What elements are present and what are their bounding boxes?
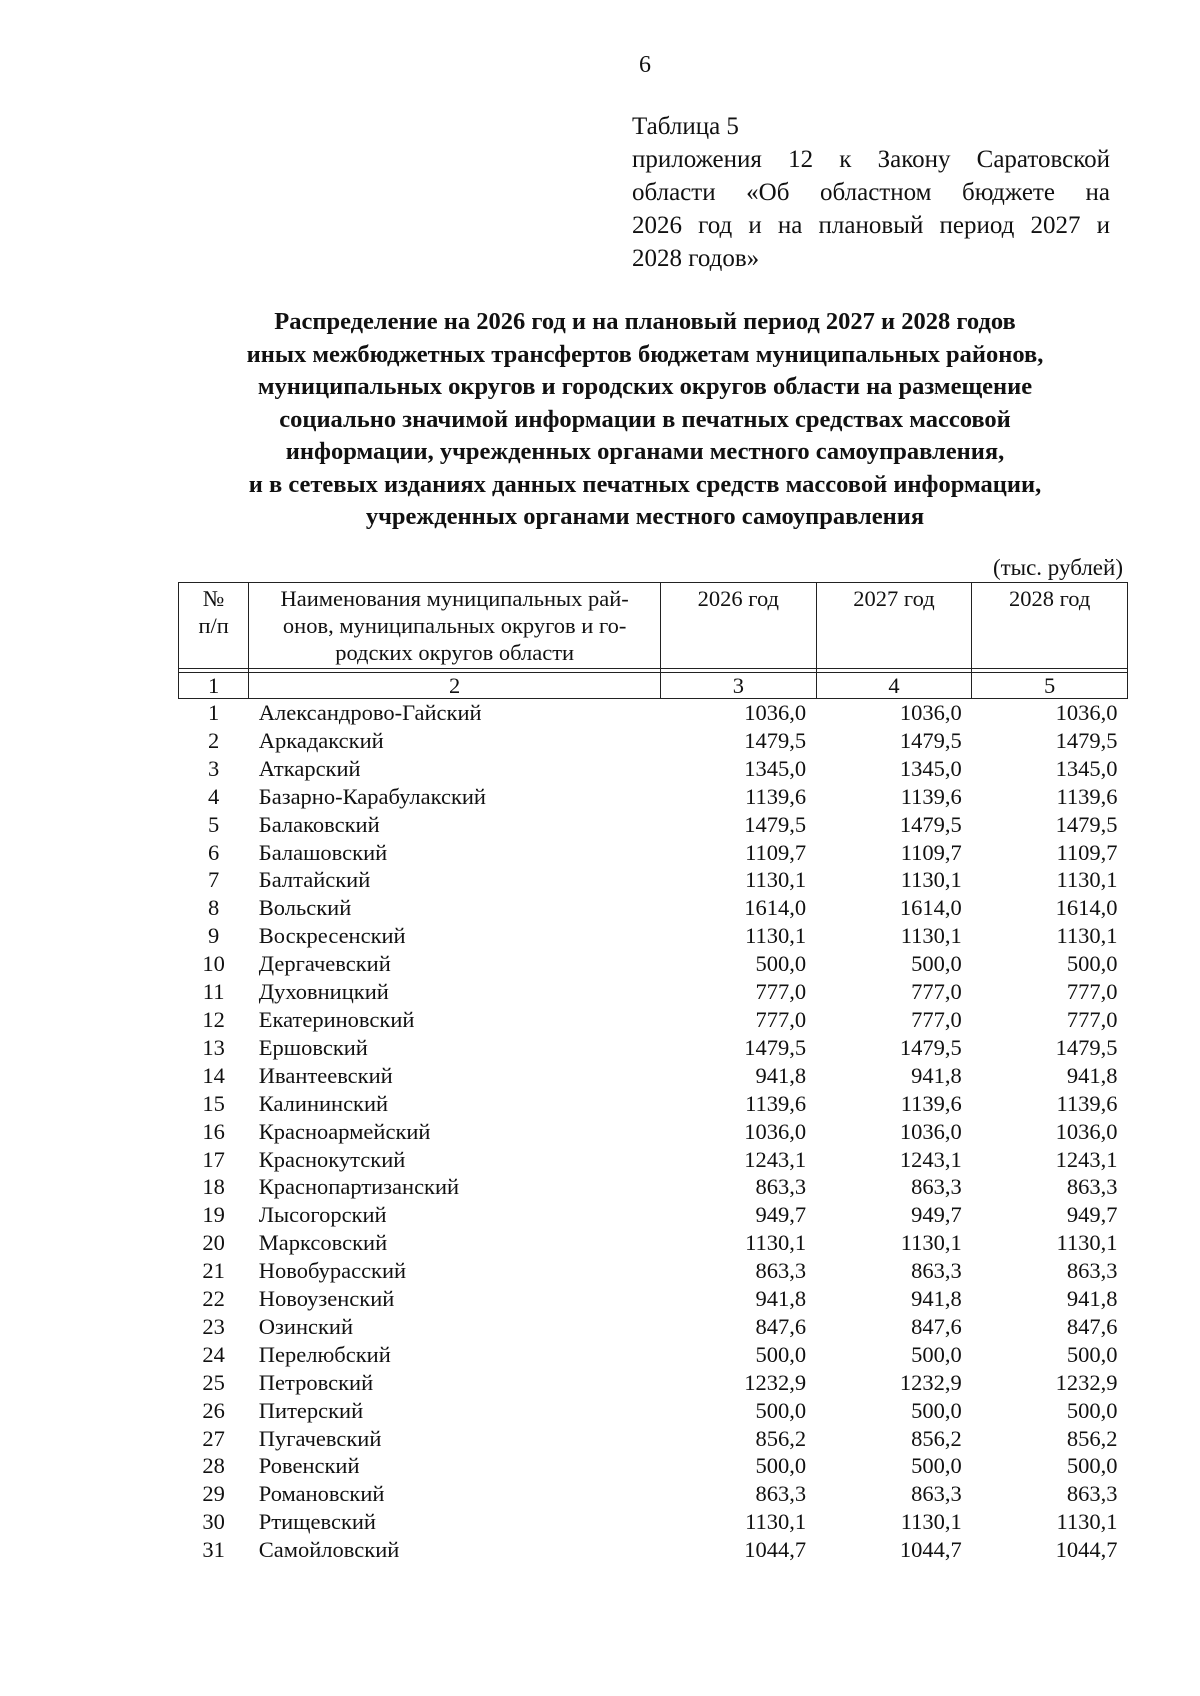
table-row bbox=[179, 1229, 1128, 1257]
title-line: и в сетевых изданиях данных печатных средств массовой информации, bbox=[248, 470, 1042, 498]
value-2028: 777,0 bbox=[1066, 979, 1118, 1005]
column-number: 5 bbox=[972, 673, 1128, 699]
value-2027: 1130,1 bbox=[900, 867, 962, 893]
title-line: Распределение на 2026 год и на плановый период 2027 и 2028 годов bbox=[274, 308, 1016, 335]
title-line: иных межбюджетных трансфертов бюджетам муниципальных районов, bbox=[246, 340, 1044, 368]
value-2027: 1130,1 bbox=[900, 1230, 962, 1256]
value-2027: 1036,0 bbox=[899, 1118, 962, 1144]
value-2026: 863,3 bbox=[755, 1258, 807, 1284]
table-row bbox=[179, 866, 1128, 894]
value-2027: 500,0 bbox=[911, 1341, 962, 1367]
value-2027: 777,0 bbox=[911, 1006, 962, 1032]
table-row bbox=[179, 783, 1128, 811]
table-row bbox=[179, 727, 1128, 755]
row-number: 28 bbox=[202, 1453, 225, 1479]
appendix-line: 2026 год и на плановый период 2027 и bbox=[632, 212, 1110, 239]
row-number: 15 bbox=[202, 1090, 225, 1116]
value-2028: 500,0 bbox=[1066, 1397, 1118, 1423]
value-2027: 1044,7 bbox=[899, 1537, 962, 1563]
municipality-name: Пугачевский bbox=[258, 1425, 382, 1451]
municipality-name: Лысогорский bbox=[258, 1202, 387, 1228]
row-number: 29 bbox=[202, 1481, 225, 1507]
value-2027: 863,3 bbox=[911, 1481, 962, 1507]
row-number: 19 bbox=[202, 1202, 225, 1228]
table-row bbox=[179, 1425, 1128, 1453]
value-2028: 941,8 bbox=[1066, 1062, 1118, 1088]
value-2028: 1345,0 bbox=[1055, 755, 1118, 781]
value-2026: 1479,5 bbox=[744, 811, 807, 837]
value-2028: 1139,6 bbox=[1056, 1090, 1118, 1116]
value-2028: 949,7 bbox=[1066, 1202, 1118, 1228]
row-number: 12 bbox=[202, 1006, 225, 1032]
value-2026: 500,0 bbox=[755, 1453, 807, 1479]
municipality-name: Духовницкий bbox=[258, 979, 389, 1005]
row-number: 2 bbox=[208, 727, 220, 753]
value-2028: 500,0 bbox=[1066, 1341, 1118, 1367]
municipality-name: Калининский bbox=[258, 1090, 389, 1116]
value-2026: 500,0 bbox=[755, 1341, 807, 1367]
header-number: № п/п bbox=[179, 583, 249, 669]
table-row bbox=[179, 1369, 1128, 1397]
page-number: 6 bbox=[639, 52, 651, 78]
row-number: 27 bbox=[202, 1425, 225, 1451]
row-number: 3 bbox=[208, 755, 220, 781]
municipality-name: Балашовский bbox=[258, 839, 388, 865]
value-2026: 1130,1 bbox=[745, 867, 807, 893]
table-row bbox=[179, 1090, 1128, 1118]
value-2027: 500,0 bbox=[911, 951, 962, 977]
municipality-name: Озинский bbox=[258, 1313, 353, 1339]
row-number: 31 bbox=[202, 1537, 225, 1563]
header-2026: 2026 год bbox=[661, 583, 817, 669]
municipality-name: Вольский bbox=[258, 895, 352, 921]
appendix-line: Таблица 5 bbox=[632, 113, 739, 140]
column-number-row bbox=[179, 673, 1128, 699]
value-2027: 1130,1 bbox=[900, 923, 962, 949]
allocation-table bbox=[178, 582, 1128, 1564]
value-2026: 1130,1 bbox=[745, 1509, 807, 1535]
municipality-name: Марксовский bbox=[258, 1230, 388, 1256]
row-number: 14 bbox=[202, 1062, 225, 1088]
value-2027: 1479,5 bbox=[899, 1034, 962, 1060]
title-line: социально значимой информации в печатных средствах массовой bbox=[279, 405, 1011, 433]
value-2027: 500,0 bbox=[911, 1397, 962, 1423]
table-row bbox=[179, 1201, 1128, 1229]
row-number: 16 bbox=[202, 1118, 225, 1144]
value-2027: 941,8 bbox=[911, 1062, 962, 1088]
municipality-name: Аркадакский bbox=[258, 727, 384, 753]
municipality-name: Балтайский bbox=[258, 867, 371, 893]
table-row bbox=[179, 1397, 1128, 1425]
value-2026: 1479,5 bbox=[744, 1034, 807, 1060]
row-number: 6 bbox=[208, 839, 220, 865]
value-2028: 1130,1 bbox=[1056, 923, 1118, 949]
table-row bbox=[179, 1034, 1128, 1062]
value-2028: 1130,1 bbox=[1056, 1230, 1118, 1256]
value-2026: 1345,0 bbox=[744, 755, 807, 781]
value-2027: 500,0 bbox=[911, 1453, 962, 1479]
header-2027: 2027 год bbox=[816, 583, 972, 669]
column-number: 3 bbox=[661, 673, 817, 699]
value-2028: 1036,0 bbox=[1055, 1118, 1118, 1144]
table-row bbox=[179, 1173, 1128, 1201]
municipality-name: Воскресенский bbox=[258, 923, 406, 949]
value-2026: 1036,0 bbox=[744, 700, 807, 725]
value-2028: 1109,7 bbox=[1056, 839, 1118, 865]
municipality-name: Ивантеевский bbox=[258, 1062, 393, 1088]
value-2028: 1036,0 bbox=[1055, 700, 1118, 725]
municipality-name: Самойловский bbox=[258, 1537, 400, 1563]
municipality-name: Краснокутский bbox=[258, 1146, 406, 1172]
row-number: 11 bbox=[202, 979, 225, 1005]
value-2026: 949,7 bbox=[755, 1202, 807, 1228]
value-2026: 1044,7 bbox=[744, 1537, 807, 1563]
value-2026: 1614,0 bbox=[744, 895, 807, 921]
row-number: 4 bbox=[208, 783, 220, 809]
document-title bbox=[150, 306, 1140, 534]
column-number: 2 bbox=[249, 673, 661, 699]
municipality-name: Балаковский bbox=[258, 811, 380, 837]
value-2028: 847,6 bbox=[1066, 1313, 1118, 1339]
row-number: 1 bbox=[208, 700, 220, 725]
value-2026: 1232,9 bbox=[744, 1369, 807, 1395]
row-number: 5 bbox=[208, 811, 220, 837]
table-row bbox=[179, 978, 1128, 1006]
value-2028: 1044,7 bbox=[1055, 1537, 1118, 1563]
title-line: информации, учрежденных органами местного самоуправления, bbox=[285, 438, 1005, 465]
value-2027: 1243,1 bbox=[899, 1146, 962, 1172]
row-number: 8 bbox=[208, 895, 220, 921]
row-number: 24 bbox=[202, 1341, 225, 1367]
table-row bbox=[179, 839, 1128, 867]
value-2026: 1109,7 bbox=[745, 839, 807, 865]
value-2026: 777,0 bbox=[755, 1006, 807, 1032]
title-line: учрежденных органами местного самоуправления bbox=[365, 503, 925, 530]
municipality-name: Александрово-Гайский bbox=[258, 700, 482, 725]
value-2026: 941,8 bbox=[755, 1062, 807, 1088]
table-header-row bbox=[179, 583, 1128, 669]
table-row bbox=[179, 699, 1128, 727]
municipality-name: Перелюбский bbox=[258, 1341, 391, 1367]
table-row bbox=[179, 894, 1128, 922]
table-row bbox=[179, 1341, 1128, 1369]
row-number: 23 bbox=[202, 1313, 225, 1339]
table-row bbox=[179, 1313, 1128, 1341]
value-2026: 1130,1 bbox=[745, 923, 807, 949]
table-row bbox=[179, 922, 1128, 950]
value-2027: 863,3 bbox=[911, 1258, 962, 1284]
value-2027: 856,2 bbox=[911, 1425, 962, 1451]
row-number: 9 bbox=[208, 923, 220, 949]
value-2028: 777,0 bbox=[1066, 1006, 1118, 1032]
row-number: 21 bbox=[202, 1258, 225, 1284]
value-2026: 863,3 bbox=[755, 1481, 807, 1507]
row-number: 26 bbox=[202, 1397, 225, 1423]
value-2028: 941,8 bbox=[1066, 1286, 1118, 1312]
value-2026: 863,3 bbox=[755, 1174, 807, 1200]
municipality-name: Ровенский bbox=[258, 1453, 360, 1479]
row-number: 20 bbox=[202, 1230, 225, 1256]
municipality-name: Новобурасский bbox=[258, 1258, 407, 1284]
column-number: 4 bbox=[816, 673, 972, 699]
value-2026: 777,0 bbox=[755, 979, 807, 1005]
value-2028: 1614,0 bbox=[1055, 895, 1118, 921]
value-2028: 1232,9 bbox=[1055, 1369, 1118, 1395]
table-row bbox=[179, 1285, 1128, 1313]
table-row bbox=[179, 1508, 1128, 1536]
table-row bbox=[179, 950, 1128, 978]
municipality-name: Ершовский bbox=[258, 1034, 368, 1060]
table-row bbox=[179, 1146, 1128, 1174]
municipality-name: Романовский bbox=[258, 1481, 385, 1507]
value-2028: 1243,1 bbox=[1055, 1146, 1118, 1172]
value-2026: 856,2 bbox=[755, 1425, 807, 1451]
value-2026: 1139,6 bbox=[745, 1090, 807, 1116]
value-2027: 941,8 bbox=[911, 1286, 962, 1312]
municipality-name: Краснопартизанский bbox=[258, 1174, 460, 1200]
value-2026: 1243,1 bbox=[744, 1146, 807, 1172]
value-2028: 1479,5 bbox=[1055, 727, 1118, 753]
value-2027: 1036,0 bbox=[899, 700, 962, 725]
value-2026: 1479,5 bbox=[744, 727, 807, 753]
value-2028: 1479,5 bbox=[1055, 1034, 1118, 1060]
municipality-name: Питерский bbox=[258, 1397, 364, 1423]
value-2027: 847,6 bbox=[911, 1313, 962, 1339]
value-2027: 1345,0 bbox=[899, 755, 962, 781]
title-line: муниципальных округов и городских округов области на размещение bbox=[257, 373, 1033, 400]
appendix-line: области «Об областном бюджете на bbox=[632, 179, 1110, 206]
row-number: 18 bbox=[202, 1174, 225, 1200]
row-number: 30 bbox=[202, 1509, 225, 1535]
table-row bbox=[179, 1452, 1128, 1480]
table-row bbox=[179, 1006, 1128, 1034]
value-2027: 1109,7 bbox=[900, 839, 962, 865]
header-name: Наименования муниципальных рай- онов, муниципальных округов и го- родских округов области bbox=[249, 583, 661, 669]
value-2028: 500,0 bbox=[1066, 951, 1118, 977]
row-number: 22 bbox=[202, 1286, 225, 1312]
municipality-name: Ртищевский bbox=[258, 1509, 376, 1535]
value-2026: 941,8 bbox=[755, 1286, 807, 1312]
value-2027: 1232,9 bbox=[899, 1369, 962, 1395]
table-row bbox=[179, 1257, 1128, 1285]
table-row bbox=[179, 1118, 1128, 1146]
municipality-name: Дергачевский bbox=[258, 951, 391, 977]
value-2026: 500,0 bbox=[755, 1397, 807, 1423]
row-number: 25 bbox=[202, 1369, 225, 1395]
value-2028: 856,2 bbox=[1066, 1425, 1118, 1451]
value-2027: 1139,6 bbox=[900, 1090, 962, 1116]
row-number: 13 bbox=[202, 1034, 225, 1060]
value-2027: 1479,5 bbox=[899, 727, 962, 753]
municipality-name: Екатериновский bbox=[258, 1006, 415, 1032]
value-2027: 1130,1 bbox=[900, 1509, 962, 1535]
value-2028: 1130,1 bbox=[1056, 867, 1118, 893]
value-2027: 1479,5 bbox=[899, 811, 962, 837]
value-2027: 949,7 bbox=[911, 1202, 962, 1228]
units-label: (тыс. рублей) bbox=[992, 555, 1123, 580]
value-2027: 863,3 bbox=[911, 1174, 962, 1200]
table-row bbox=[179, 1062, 1128, 1090]
appendix-line: 2028 годов» bbox=[632, 245, 760, 272]
value-2027: 777,0 bbox=[911, 979, 962, 1005]
row-number: 7 bbox=[208, 867, 220, 893]
table-body bbox=[179, 699, 1128, 1565]
value-2028: 500,0 bbox=[1066, 1453, 1118, 1479]
row-number: 17 bbox=[202, 1146, 225, 1172]
table-row bbox=[179, 1536, 1128, 1564]
value-2028: 863,3 bbox=[1066, 1258, 1118, 1284]
value-2028: 1130,1 bbox=[1056, 1509, 1118, 1535]
value-2028: 1479,5 bbox=[1055, 811, 1118, 837]
value-2026: 1130,1 bbox=[745, 1230, 807, 1256]
value-2028: 863,3 bbox=[1066, 1174, 1118, 1200]
appendix-reference bbox=[632, 110, 1110, 275]
value-2028: 863,3 bbox=[1066, 1481, 1118, 1507]
municipality-name: Новоузенский bbox=[258, 1286, 395, 1312]
value-2026: 1139,6 bbox=[745, 783, 807, 809]
municipality-name: Красноармейский bbox=[258, 1118, 431, 1144]
municipality-name: Базарно-Карабулакский bbox=[258, 783, 486, 809]
value-2026: 1036,0 bbox=[744, 1118, 807, 1144]
value-2026: 500,0 bbox=[755, 951, 807, 977]
table-row bbox=[179, 811, 1128, 839]
value-2028: 1139,6 bbox=[1056, 783, 1118, 809]
municipality-name: Аткарский bbox=[258, 755, 361, 781]
appendix-line: приложения 12 к Закону Саратовской bbox=[632, 146, 1110, 173]
header-2028: 2028 год bbox=[972, 583, 1128, 669]
value-2026: 847,6 bbox=[755, 1313, 807, 1339]
table-row bbox=[179, 1480, 1128, 1508]
column-number: 1 bbox=[179, 673, 249, 699]
row-number: 10 bbox=[202, 951, 225, 977]
value-2027: 1614,0 bbox=[899, 895, 962, 921]
value-2027: 1139,6 bbox=[900, 783, 962, 809]
table-row bbox=[179, 755, 1128, 783]
municipality-name: Петровский bbox=[258, 1369, 374, 1395]
